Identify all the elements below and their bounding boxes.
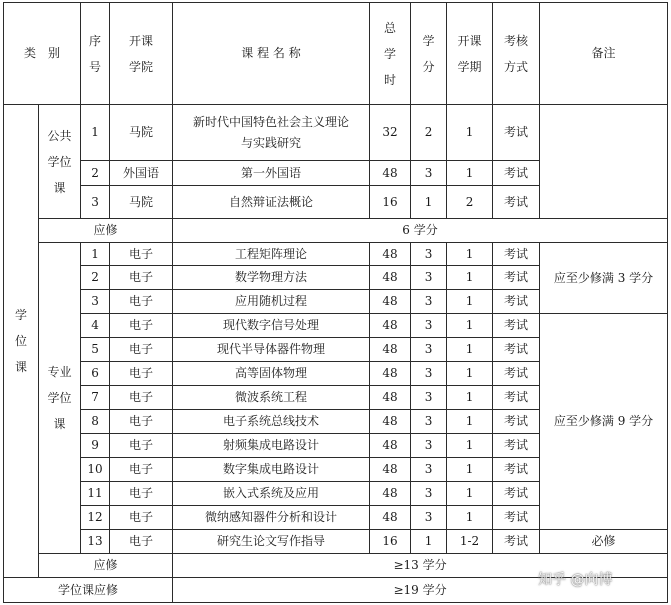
cell-hours: 48: [370, 161, 411, 186]
cell-college: 电子: [110, 314, 173, 338]
public-required-label: 应修: [39, 219, 173, 243]
cell-hours: 48: [370, 266, 411, 290]
cell-college: 电子: [110, 338, 173, 362]
cell-assessment: 考试: [493, 186, 540, 219]
cell-college: 外国语: [110, 161, 173, 186]
cell-hours: 48: [370, 434, 411, 458]
cell-seq: 12: [81, 506, 110, 530]
cell-credits: 3: [411, 161, 447, 186]
cell-course-name: 研究生论文写作指导: [173, 530, 370, 554]
cell-seq: 3: [81, 186, 110, 219]
cell-college: 电子: [110, 362, 173, 386]
cell-seq: 11: [81, 482, 110, 506]
cell-semester: 1: [447, 105, 493, 161]
cell-assessment: 考试: [493, 266, 540, 290]
cell-semester: 1: [447, 458, 493, 482]
cell-assessment: 考试: [493, 482, 540, 506]
cell-assessment: 考试: [493, 458, 540, 482]
cell-hours: 48: [370, 338, 411, 362]
cell-course-name: 新时代中国特色社会主义理论 与实践研究: [173, 105, 370, 161]
cell-credits: 3: [411, 410, 447, 434]
cell-semester: 1: [447, 338, 493, 362]
header-credits: 学 分: [411, 3, 447, 105]
cell-course-name: 嵌入式系统及应用: [173, 482, 370, 506]
cell-college: 电子: [110, 266, 173, 290]
table-row: [4, 530, 668, 554]
cell-seq: 1: [81, 105, 110, 161]
cell-semester: 1: [447, 314, 493, 338]
cell-seq: 5: [81, 338, 110, 362]
cell-college: 电子: [110, 434, 173, 458]
table-row: [4, 105, 668, 161]
cell-semester: 1: [447, 410, 493, 434]
cell-assessment: 考试: [493, 105, 540, 161]
degree-course-label: 学 位 课: [4, 105, 39, 578]
cell-hours: 48: [370, 243, 411, 266]
cell-college: 马院: [110, 105, 173, 161]
cell-assessment: 考试: [493, 161, 540, 186]
cell-assessment: 考试: [493, 506, 540, 530]
major-course-label: 专业 学位 课: [39, 243, 81, 554]
cell-semester: 1: [447, 434, 493, 458]
header-semester: 开课 学期: [447, 3, 493, 105]
major-required-label: 应修: [39, 554, 173, 578]
cell-hours: 48: [370, 410, 411, 434]
cell-course-name: 射频集成电路设计: [173, 434, 370, 458]
cell-seq: 2: [81, 266, 110, 290]
cell-hours: 16: [370, 530, 411, 554]
cell-remark-empty: [540, 105, 668, 219]
cell-credits: 3: [411, 338, 447, 362]
cell-course-name: 第一外国语: [173, 161, 370, 186]
cell-credits: 3: [411, 314, 447, 338]
cell-credits: 3: [411, 458, 447, 482]
cell-course-name: 微纳感知器件分析和设计: [173, 506, 370, 530]
cell-credits: 3: [411, 482, 447, 506]
cell-credits: 1: [411, 530, 447, 554]
remark-required: 必修: [540, 530, 668, 554]
cell-semester: 1: [447, 506, 493, 530]
cell-semester: 1: [447, 386, 493, 410]
cell-course-name: 现代数字信号处理: [173, 314, 370, 338]
public-required-value: 6 学分: [173, 219, 668, 243]
cell-hours: 32: [370, 105, 411, 161]
cell-credits: 1: [411, 186, 447, 219]
major-required-value: ≥13 学分: [173, 554, 668, 578]
header-assessment: 考核 方式: [493, 3, 540, 105]
cell-semester: 1-2: [447, 530, 493, 554]
cell-hours: 48: [370, 482, 411, 506]
cell-course-name: 工程矩阵理论: [173, 243, 370, 266]
course-table-container: [3, 2, 668, 603]
header-course-name: 课 程 名 称: [173, 3, 370, 105]
cell-semester: 1: [447, 290, 493, 314]
header-remark: 备注: [540, 3, 668, 105]
cell-college: 电子: [110, 290, 173, 314]
table-row: [4, 243, 668, 266]
cell-college: 电子: [110, 243, 173, 266]
cell-semester: 1: [447, 266, 493, 290]
cell-seq: 3: [81, 290, 110, 314]
cell-seq: 1: [81, 243, 110, 266]
cell-assessment: 考试: [493, 386, 540, 410]
cell-hours: 16: [370, 186, 411, 219]
cell-course-name: 高等固体物理: [173, 362, 370, 386]
cell-course-name: 数学物理方法: [173, 266, 370, 290]
cell-seq: 2: [81, 161, 110, 186]
cell-hours: 48: [370, 362, 411, 386]
cell-seq: 9: [81, 434, 110, 458]
cell-credits: 2: [411, 105, 447, 161]
cell-seq: 8: [81, 410, 110, 434]
cell-college: 电子: [110, 482, 173, 506]
watermark: 知乎 @向博: [538, 572, 613, 588]
cell-credits: 3: [411, 266, 447, 290]
cell-credits: 3: [411, 386, 447, 410]
cell-semester: 1: [447, 161, 493, 186]
cell-assessment: 考试: [493, 530, 540, 554]
cell-seq: 4: [81, 314, 110, 338]
cell-assessment: 考试: [493, 338, 540, 362]
header-total-hours: 总 学 时: [370, 3, 411, 105]
cell-course-name: 微波系统工程: [173, 386, 370, 410]
cell-credits: 3: [411, 243, 447, 266]
cell-seq: 13: [81, 530, 110, 554]
degree-total-label: 学位课应修: [4, 578, 173, 603]
table-row: [4, 314, 668, 338]
cell-college: 马院: [110, 186, 173, 219]
public-course-label: 公共 学位 课: [39, 105, 81, 219]
cell-assessment: 考试: [493, 362, 540, 386]
cell-seq: 7: [81, 386, 110, 410]
cell-seq: 10: [81, 458, 110, 482]
cell-seq: 6: [81, 362, 110, 386]
header-category: 类 别: [4, 3, 81, 105]
cell-college: 电子: [110, 506, 173, 530]
cell-college: 电子: [110, 530, 173, 554]
cell-hours: 48: [370, 458, 411, 482]
cell-assessment: 考试: [493, 434, 540, 458]
header-college: 开课 学院: [110, 3, 173, 105]
cell-semester: 1: [447, 482, 493, 506]
header-row: [4, 3, 668, 105]
cell-course-name: 应用随机过程: [173, 290, 370, 314]
cell-assessment: 考试: [493, 314, 540, 338]
cell-course-name: 数字集成电路设计: [173, 458, 370, 482]
cell-credits: 3: [411, 506, 447, 530]
cell-semester: 1: [447, 362, 493, 386]
cell-semester: 2: [447, 186, 493, 219]
cell-hours: 48: [370, 386, 411, 410]
cell-credits: 3: [411, 290, 447, 314]
cell-hours: 48: [370, 290, 411, 314]
cell-credits: 3: [411, 362, 447, 386]
cell-assessment: 考试: [493, 290, 540, 314]
cell-course-name: 自然辩证法概论: [173, 186, 370, 219]
cell-college: 电子: [110, 386, 173, 410]
cell-assessment: 考试: [493, 410, 540, 434]
public-required-row: [4, 219, 668, 243]
course-table: [3, 2, 668, 603]
degree-total-value: ≥19 学分: [173, 578, 668, 603]
cell-course-name: 电子系统总线技术: [173, 410, 370, 434]
cell-semester: 1: [447, 243, 493, 266]
cell-credits: 3: [411, 434, 447, 458]
cell-college: 电子: [110, 458, 173, 482]
remark-group2: 应至少修满 9 学分: [540, 314, 668, 530]
header-seq: 序 号: [81, 3, 110, 105]
remark-group1: 应至少修满 3 学分: [540, 243, 668, 314]
cell-hours: 48: [370, 506, 411, 530]
cell-assessment: 考试: [493, 243, 540, 266]
cell-college: 电子: [110, 410, 173, 434]
cell-hours: 48: [370, 314, 411, 338]
cell-course-name: 现代半导体器件物理: [173, 338, 370, 362]
